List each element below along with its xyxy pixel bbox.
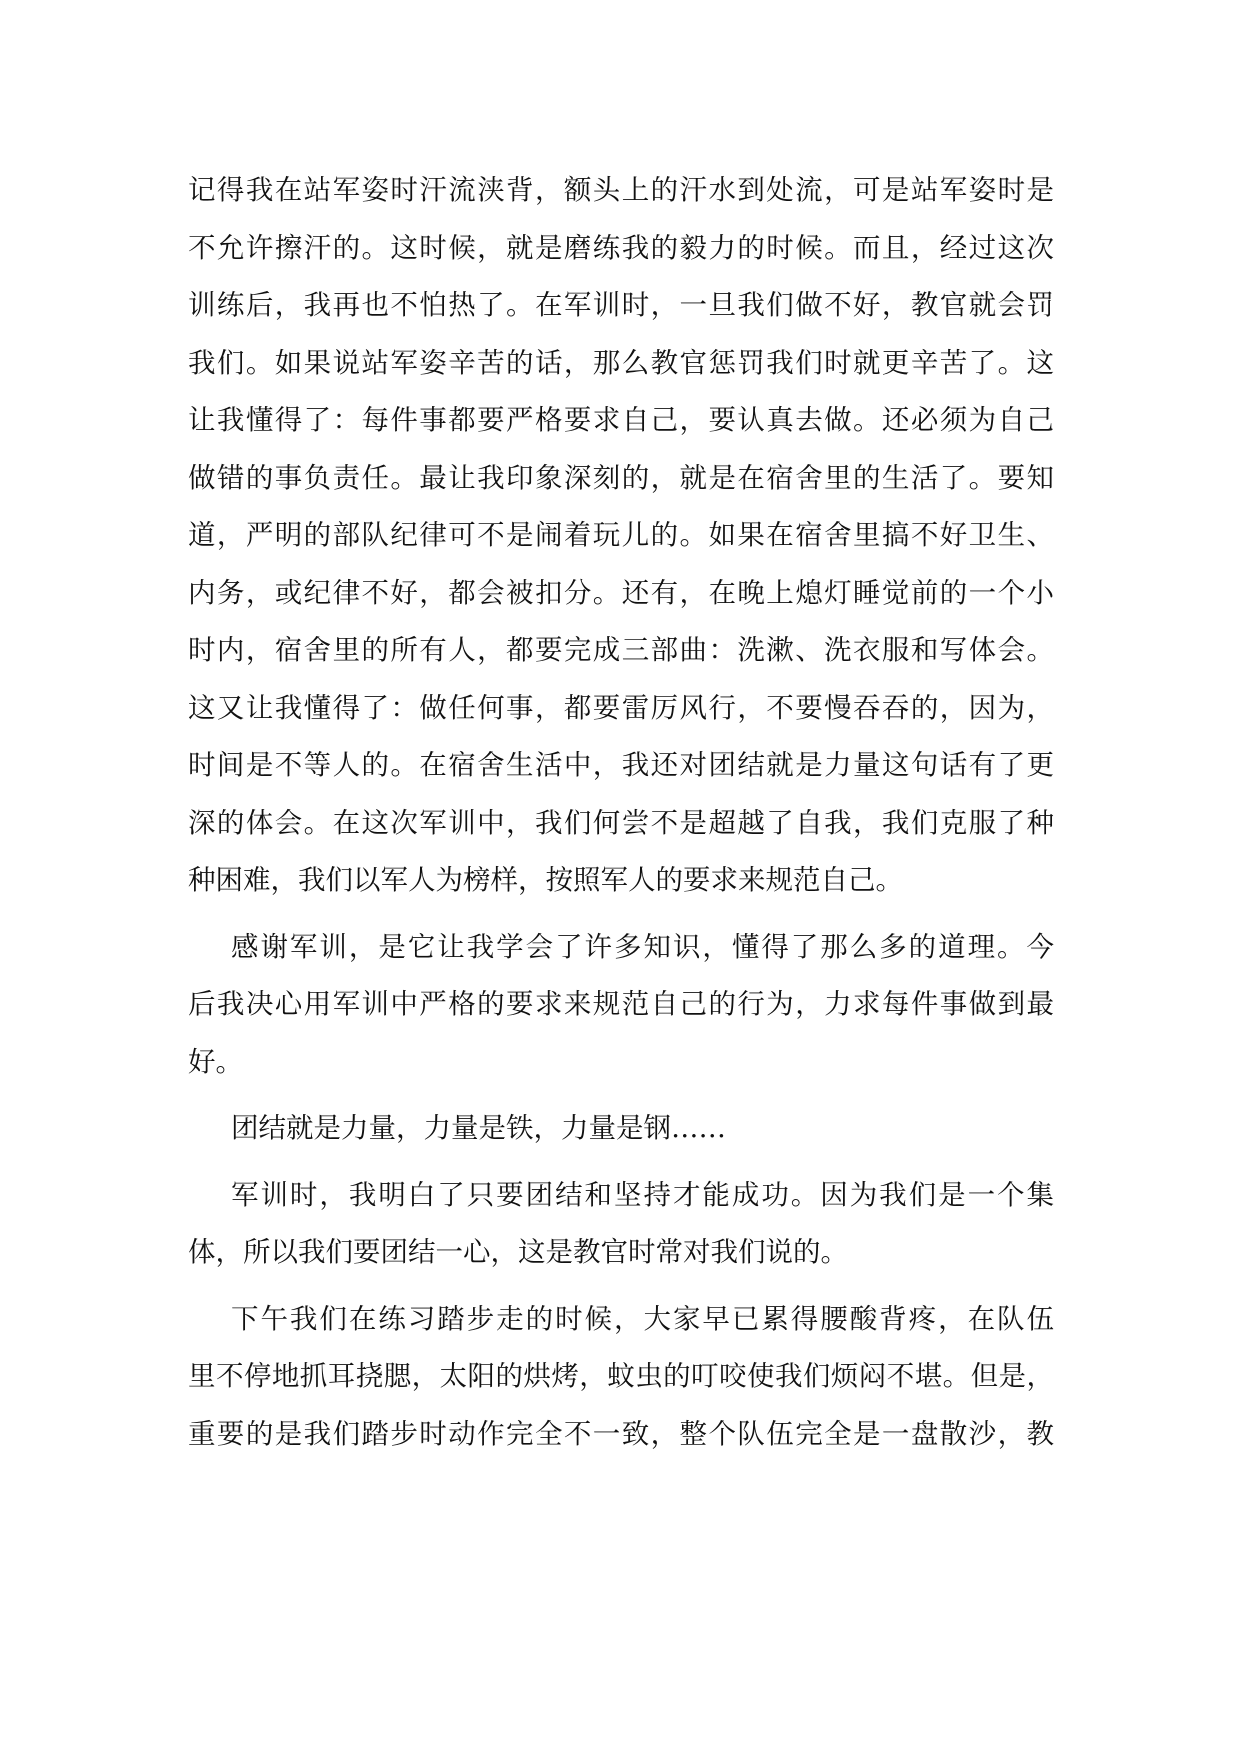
text-line: 下午我们在练习踏步走的时候，大家早已累得腰酸背疼，在队伍 [231,1302,1054,1335]
text-line: 体，所以我们要团结一心，这是教官时常对我们说的。 [188,1236,848,1268]
text-line: 时内，宿舍里的所有人，都要完成三部曲：洗漱、洗衣服和写体会。 [188,634,1054,666]
text-line: 内务，或纪律不好，都会被扣分。还有，在晚上熄灯睡觉前的一个小 [188,576,1054,609]
text-line: 让我懂得了：每件事都要严格要求自己，要认真去做。还必须为自己 [188,404,1054,436]
paragraph [188,1100,1054,1158]
text-line: 好。 [188,1045,243,1078]
text-line: 军训时，我明白了只要团结和坚持才能成功。因为我们是一个集 [231,1178,1054,1211]
text-line: 我们。如果说站军姿辛苦的话，那么教官惩罚我们时就更辛苦了。这 [188,346,1054,379]
text-line: 里不停地抓耳挠腮，太阳的烘烤，蚊虫的叮咬使我们烦闷不堪。但是， [188,1360,1054,1392]
text-line: 后我决心用军训中严格的要求来规范自己的行为，力求每件事做到最 [188,988,1054,1020]
text-line: 道，严明的部队纪律可不是闹着玩儿的。如果在宿舍里搞不好卫生、 [188,519,1054,551]
text-line: 记得我在站军姿时汗流浃背，额头上的汗水到处流，可是站军姿时是 [188,174,1054,206]
paragraph [188,919,1054,1092]
text-line: 训练后，我再也不怕热了。在军训时，一旦我们做不好，教官就会罚 [188,289,1054,321]
paragraph [188,162,1054,910]
text-line: 做错的事负责任。最让我印象深刻的，就是在宿舍里的生活了。要知 [188,461,1054,494]
body-text [188,162,1054,1463]
text-line: 时间是不等人的。在宿舍生活中，我还对团结就是力量这句话有了更 [188,749,1054,781]
text-line: 种困难，我们以军人为榜样，按照军人的要求来规范自己。 [188,864,903,896]
text-line: 不允许擦汗的。这时候，就是磨练我的毅力的时候。而且，经过这次 [188,231,1054,264]
text-line: 重要的是我们踏步时动作完全不一致，整个队伍完全是一盘散沙，教 [188,1417,1054,1450]
paragraph [188,1291,1054,1464]
text-line: 团结就是力量，力量是铁，力量是钢…… [231,1112,726,1144]
paragraph [188,1167,1054,1282]
text-line: 这又让我懂得了：做任何事，都要雷厉风行，不要慢吞吞的，因为， [188,691,1054,724]
text-line: 感谢军训，是它让我学会了许多知识，懂得了那么多的道理。今 [231,930,1054,963]
text-line: 深的体会。在这次军训中，我们何尝不是超越了自我，我们克服了种 [188,806,1054,839]
